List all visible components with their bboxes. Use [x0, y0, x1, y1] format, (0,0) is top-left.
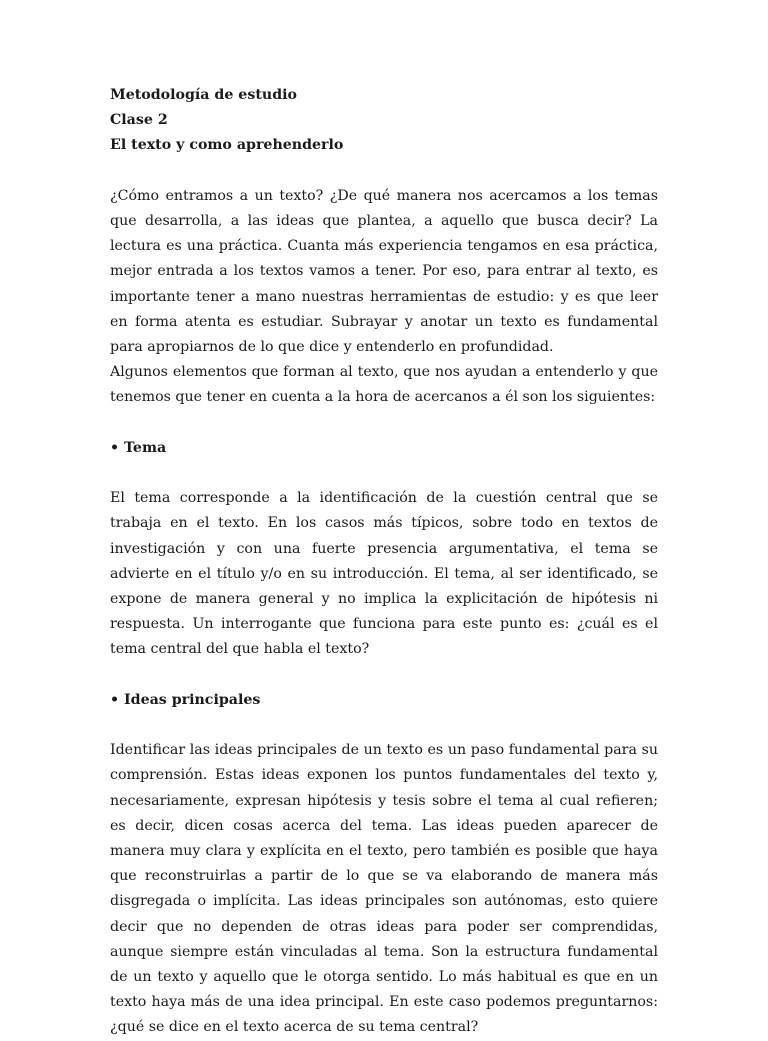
spacer	[110, 159, 658, 184]
spacer	[110, 461, 658, 486]
spacer	[110, 411, 658, 436]
section-title-tema: • Tema	[110, 439, 167, 456]
section-body-tema: El tema corresponde a la identificación de la cuestión central que se trabaja en el texto. En los casos más típicos, sobre todo en textos de investigación y con una fuerte presencia argumentativa, el tema se advierte en el título y/o en su introducción. El tema, al ser identificado, se expone de manera general y no implica la explicitación de hipótesis ni respuesta. Un interrogante que funciona para este punto es: ¿cuál es el tema central del que habla el texto?	[110, 490, 658, 658]
intro-paragraph-continued: Algunos elementos que forman al texto, que nos ayudan a entenderlo y que tenemos que tener en cuenta a la hora de acercanos a él son los siguientes:	[110, 364, 658, 406]
spacer	[110, 663, 658, 688]
intro-paragraph: ¿Cómo entramos a un texto? ¿De qué manera nos acercamos a los temas que desarrolla, a las ideas que plantea, a aquello que busca decir? La lectura es una práctica. Cuanta más experiencia tengamos en esa práctica, mejor entrada a los textos vamos a tener. Por eso, para entrar al texto, es importante tener a mano nuestras herramientas de estudio: y es que leer en forma atenta es estudiar. Subrayar y anotar un texto es fundamental para apropiarnos de lo que dice y entenderlo en profundidad.	[110, 187, 658, 356]
spacer	[110, 713, 658, 738]
section-body-ideas-principales: Identificar las ideas principales de un texto es un paso fundamental para su comprensión. Estas ideas exponen los puntos fundamentales del texto y, necesariamente, expresan hipótesis y tesis sobre el tema al cual refieren; es decir, dicen cosas acerca del tema. Las ideas pueden aparecer de manera muy clara y explícita en el texto, pero también es posible que haya que reconstruirlas a partir de lo que se va elaborando de manera más disgregada o implícita. Las ideas principales son autónomas, esto quiere decir que no dependen de otras ideas para poder ser comprendidas, aunque siempre están vinculadas al tema. Son la estructura fundamental de un texto y aquello que le otorga sentido. Lo más habitual es que en un texto haya más de una idea principal. En este caso podemos preguntarnos: ¿qué se dice en el texto acerca de su tema central?	[110, 742, 658, 1036]
document-page	[110, 83, 658, 1041]
document-subtitle: El texto y como aprehenderlo	[110, 137, 344, 154]
document-class-label: Clase 2	[110, 112, 168, 129]
document-title: Metodología de estudio	[110, 87, 297, 103]
section-title-ideas-principales: • Ideas principales	[110, 691, 261, 708]
